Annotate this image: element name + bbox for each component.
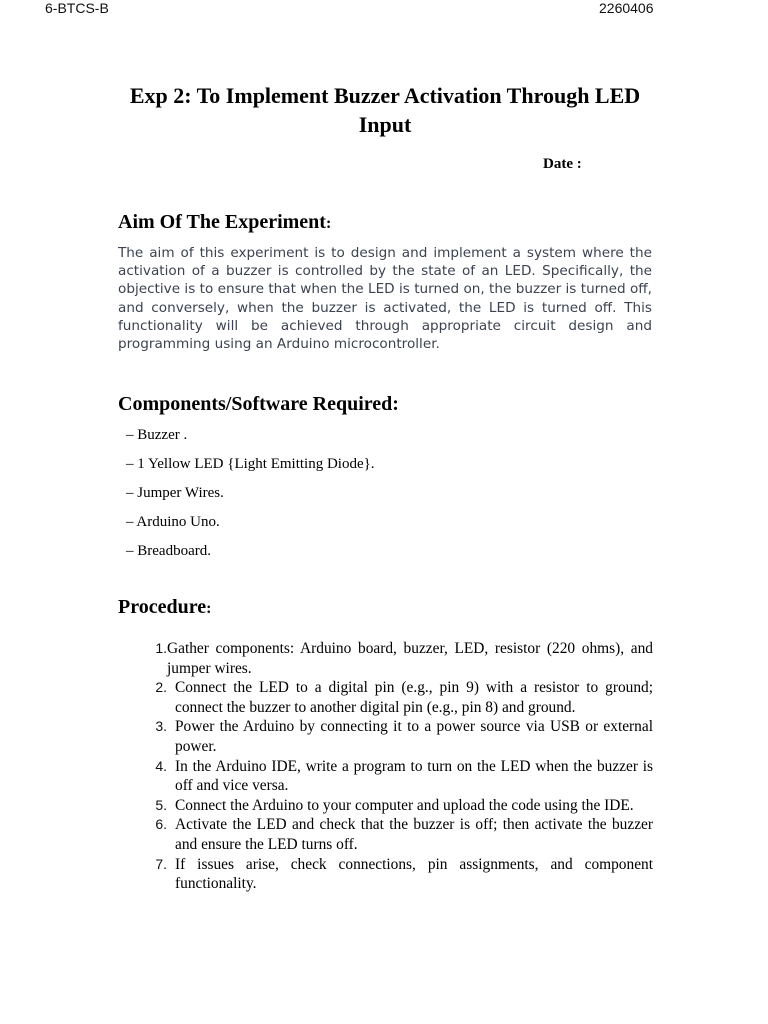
procedure-heading <box>118 596 211 619</box>
component-item: – 1 Yellow LED {Light Emitting Diode}. <box>126 456 375 472</box>
step-text: Power the Arduino by connecting it to a power source via USB or external power. <box>175 718 653 755</box>
procedure-heading-colon: : <box>206 600 212 617</box>
step-number: 7. <box>155 855 167 872</box>
step-text: Gather components: Arduino board, buzzer, LED, resistor (220 ohms), and jumper wires. <box>167 640 653 677</box>
procedure-step <box>148 757 653 796</box>
aim-paragraph: The aim of this experiment is to design and implement a system where the activation of a buzzer is controlled by the state of an LED. Specifically, the objective is to ensure that when the LED is turned on, the buzzer is turned off, and conversely, when the buzzer is activated, the LED is turned off. This functionality will be achieved through appropriate circuit design and programming using an Arduino microcontroller. <box>118 245 652 353</box>
step-number: 4. <box>155 757 167 774</box>
procedure-heading-text: Procedure <box>118 596 207 618</box>
procedure-step <box>148 678 653 717</box>
header-class-section: 6-BTCS-B <box>45 0 109 16</box>
step-text: If issues arise, check connections, pin assignments, and component functionality. <box>175 855 653 893</box>
aim-heading-text: Aim Of The Experiment <box>118 211 326 233</box>
components-heading: Components/Software Required: <box>118 393 399 415</box>
step-number: 5. <box>155 796 167 813</box>
step-number: 6. <box>155 816 167 833</box>
step-text: Connect the Arduino to your computer and upload the code using the IDE. <box>175 796 634 814</box>
step-text: Activate the LED and check that the buzzer is off; then activate the buzzer and ensure the LED turns off. <box>175 816 653 853</box>
step-text: In the Arduino IDE, write a program to turn on the LED when the buzzer is off and vice versa. <box>175 757 653 795</box>
procedure-step <box>148 717 653 756</box>
step-number: 3. <box>155 718 167 735</box>
procedure-list <box>148 639 653 894</box>
step-text: Connect the LED to a digital pin (e.g., pin 9) with a resistor to ground; connect the buzzer to another digital pin (e.g., pin 8) and ground. <box>175 679 653 716</box>
component-item: – Arduino Uno. <box>126 514 220 530</box>
procedure-step <box>148 796 653 816</box>
aim-heading-colon: : <box>325 215 332 232</box>
components-list <box>126 425 375 570</box>
procedure-step <box>148 815 653 854</box>
procedure-step <box>148 855 653 894</box>
header-roll-number: 2260406 <box>599 0 654 16</box>
aim-heading <box>118 211 331 234</box>
procedure-step <box>148 639 653 678</box>
component-item: – Breadboard. <box>126 543 211 559</box>
component-item: – Jumper Wires. <box>126 485 224 501</box>
component-item: – Buzzer . <box>126 427 188 443</box>
step-number: 1. <box>155 640 167 656</box>
step-number: 2. <box>155 679 167 696</box>
date-label: Date : <box>543 156 582 172</box>
document-title: Exp 2: To Implement Buzzer Activation Through LED Input <box>129 83 641 137</box>
